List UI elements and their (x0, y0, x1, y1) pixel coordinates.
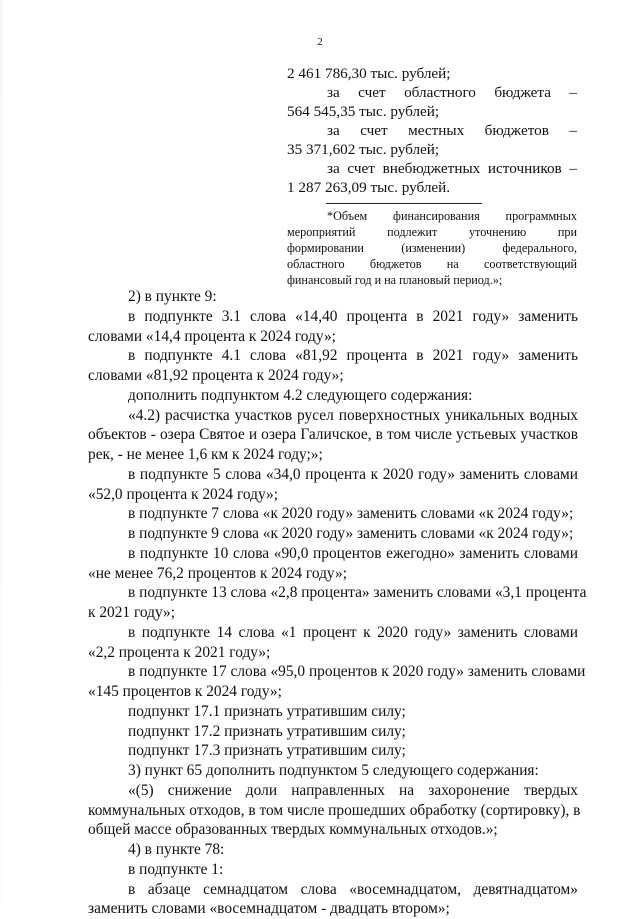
body-line: «не менее 76,2 процентов к 2024 году»; (88, 564, 347, 582)
body-line: заменить словами «восемнадцатом - двадцать втором»; (88, 900, 450, 918)
clause-heading: 2) в пункте 9: (128, 288, 217, 305)
body-line: словами «14,4 процента к 2024 году»; (88, 327, 336, 345)
body-line: в подпункте 9 слова «к 2020 году» заменить словами «к 2024 году»; (128, 525, 574, 542)
footnote-line: *Объем финансирования программных (327, 209, 577, 223)
body-line: к 2021 году»; (88, 604, 176, 621)
body-line: подпункт 17.2 признать утратившим силу; (128, 722, 406, 740)
page-number: 2 (317, 36, 323, 48)
body-line: в подпункте 4.1 слова «81,92 процента в 2021 году» заменить (128, 347, 578, 365)
body-line: «4.2) расчистка участков русел поверхностных уникальных водных (128, 406, 578, 424)
budget-extra-label: за счет внебюджетных источников – (327, 160, 577, 177)
body-line: объектов - озера Святое и озера Галичское, в том числе устьевых участков (88, 426, 578, 444)
footnote-line: мероприятий подлежит уточнению при (287, 225, 577, 239)
budget-block (287, 64, 577, 197)
body-line: «2,2 процента к 2021 году»; (88, 643, 271, 661)
scan-edge (0, 0, 3, 904)
body-line: дополнить подпунктом 4.2 следующего содержания: (128, 386, 473, 404)
budget-local-value: 35 371,602 тыс. рублей; (287, 141, 440, 158)
body-line: подпункт 17.1 признать утратившим силу; (128, 702, 406, 720)
footnote-divider (326, 203, 482, 204)
body-line: в подпункте 17 слова «95,0 процентов к 2020 году» заменить словами (128, 663, 586, 681)
body-line: общей массе образованных твердых коммунальных отходов.»; (88, 821, 498, 839)
body-line: в подпункте 1: (128, 860, 224, 878)
footnote-line: финансовый год и на плановый период.»; (287, 273, 503, 287)
footnote-line: областного бюджетов на соответствующий (287, 257, 577, 271)
footnote-line: формировании (изменении) федерального, (287, 241, 577, 255)
body-line: в абзаце семнадцатом слова «восемнадцатом, девятнадцатом» (128, 880, 578, 898)
body-line: словами «81,92 процента к 2024 году»; (88, 367, 344, 384)
body-line: в подпункте 3.1 слова «14,40 процента в 2021 году» заменить (128, 307, 578, 325)
body-line: рек, - не менее 1,6 км к 2024 году;»; (88, 446, 323, 463)
budget-local-label: за счет местных бюджетов – (327, 122, 577, 139)
amendments-body (88, 287, 587, 919)
budget-extra-value: 1 287 263,09 тыс. рублей. (287, 179, 451, 196)
body-line: коммунальных отходов, в том числе прошедших обработку (сортировку), в (88, 801, 581, 819)
body-line: «145 процентов к 2024 году»; (88, 683, 282, 700)
body-line: в подпункте 7 слова «к 2020 году» заменить словами «к 2024 году»; (128, 505, 574, 523)
body-line: «52,0 процента к 2024 году»; (88, 485, 279, 503)
body-line: «(5) снижение доли направленных на захоронение твердых (128, 781, 578, 799)
body-line: подпункт 17.3 признать утратившим силу; (128, 742, 406, 760)
budget-regional-value: 564 545,35 тыс. рублей; (287, 103, 440, 120)
clause-heading: 4) в пункте 78: (128, 841, 225, 858)
body-line: в подпункте 5 слова «34,0 процента к 2020 году» заменить словами (128, 465, 578, 483)
body-line: в подпункте 10 слова «90,0 процентов ежегодно» заменить словами (128, 544, 578, 562)
clause-heading: 3) пункт 65 дополнить подпунктом 5 следующего содержания: (128, 762, 539, 779)
budget-total: 2 461 786,30 тыс. рублей; (287, 65, 451, 82)
budget-regional-label: за счет областного бюджета – (327, 84, 577, 101)
body-line: в подпункте 13 слова «2,8 процента» заменить словами «3,1 процента (128, 584, 587, 602)
body-line: в подпункте 14 слова «1 процент к 2020 году» заменить словами (128, 623, 578, 641)
footnote (287, 208, 577, 288)
